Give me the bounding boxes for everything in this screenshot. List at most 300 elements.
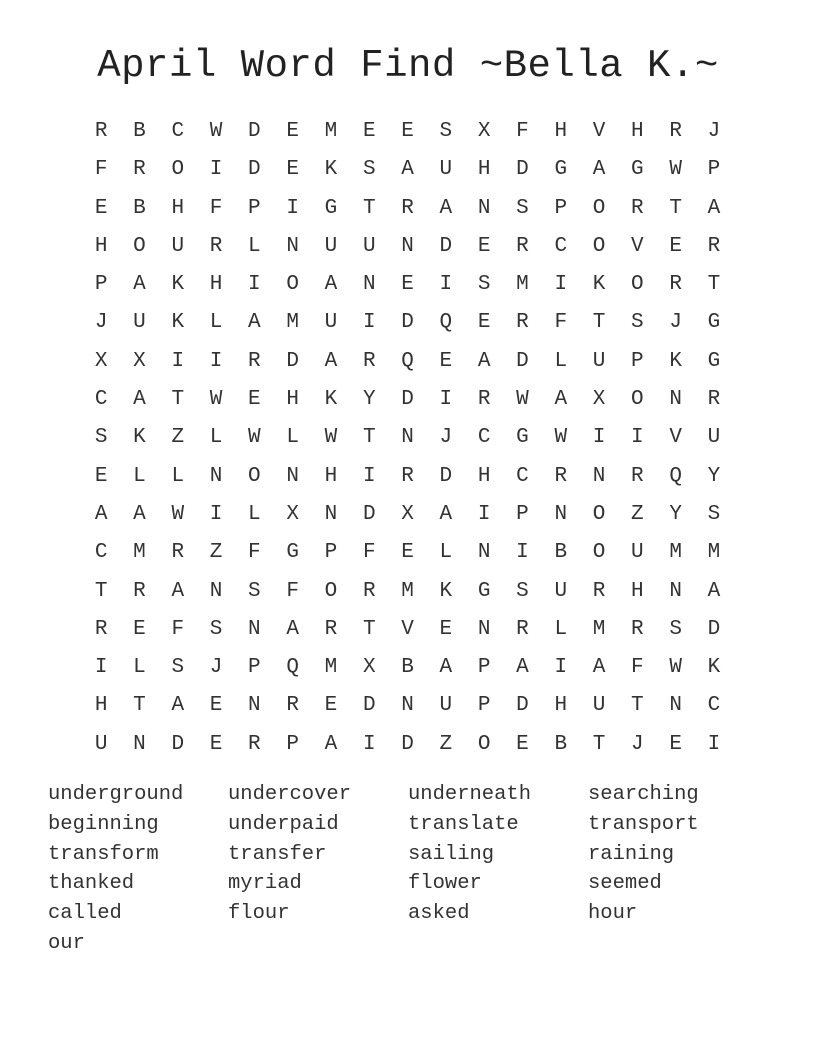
- grid-letter: I: [209, 349, 223, 373]
- word-list-item: transfer: [228, 842, 327, 866]
- grid-letter: H: [171, 196, 185, 220]
- word-list-item: hour: [588, 902, 638, 926]
- grid-letter: U: [631, 541, 644, 565]
- grid-letter: D: [362, 502, 376, 526]
- word-list-item: raining: [588, 842, 675, 866]
- word-list-item: asked: [408, 902, 470, 926]
- grid-letter: L: [209, 311, 223, 335]
- grid-letter: H: [477, 158, 491, 182]
- grid-letter: K: [439, 579, 453, 603]
- grid-letter: A: [171, 694, 185, 718]
- grid-letter: U: [324, 311, 338, 335]
- word-list: [48, 780, 768, 959]
- grid-letter: X: [286, 502, 299, 526]
- grid-letter: J: [707, 120, 721, 143]
- grid-letter: I: [362, 464, 376, 488]
- grid-letter: N: [477, 617, 491, 641]
- grid-letter: H: [631, 579, 644, 603]
- grid-row: [82, 304, 734, 342]
- grid-letter: J: [631, 732, 644, 756]
- grid-letter: G: [707, 311, 721, 335]
- grid-letter: E: [248, 388, 261, 412]
- grid-letter: N: [401, 426, 414, 450]
- grid-letter: T: [94, 579, 108, 603]
- word-list-item: transport: [588, 812, 699, 836]
- grid-letter: C: [477, 426, 491, 450]
- word-list-item: myriad: [228, 872, 302, 896]
- grid-row: [82, 458, 734, 496]
- grid-letter: I: [477, 502, 491, 526]
- grid-letter: U: [707, 426, 721, 450]
- grid-letter: N: [554, 502, 568, 526]
- grid-letter: D: [439, 234, 453, 258]
- grid-letter: H: [324, 464, 338, 488]
- grid-letter: Z: [171, 426, 185, 450]
- grid-letter: G: [516, 426, 529, 450]
- grid-letter: H: [554, 120, 568, 143]
- grid-row: [82, 573, 734, 611]
- grid-letter: M: [133, 541, 146, 565]
- grid-letter: Z: [631, 502, 644, 526]
- word-list-item: sailing: [408, 842, 495, 866]
- grid-letter: P: [554, 196, 568, 220]
- grid-letter: P: [516, 502, 529, 526]
- grid-letter: M: [401, 579, 414, 603]
- grid-letter: I: [209, 158, 223, 182]
- grid-letter: R: [554, 464, 568, 488]
- grid-letter: R: [477, 388, 491, 412]
- grid-letter: N: [209, 579, 223, 603]
- grid-letter: T: [707, 273, 721, 297]
- grid-letter: R: [669, 273, 682, 297]
- grid-row: [82, 266, 734, 304]
- grid-letter: A: [707, 579, 721, 603]
- word-list-item: called: [48, 902, 122, 926]
- grid-letter: W: [209, 120, 223, 143]
- grid-letter: C: [94, 388, 108, 412]
- grid-letter: S: [209, 617, 223, 641]
- grid-letter: R: [631, 464, 644, 488]
- grid-letter: E: [669, 234, 682, 258]
- grid-letter: S: [631, 311, 644, 335]
- grid-letter: G: [707, 349, 721, 373]
- grid-letter: R: [401, 464, 414, 488]
- grid-letter: S: [362, 158, 376, 182]
- grid-letter: Q: [401, 349, 414, 373]
- grid-letter: F: [94, 158, 108, 182]
- letter-grid: [82, 113, 734, 764]
- grid-letter: N: [362, 273, 376, 297]
- grid-letter: P: [248, 656, 261, 680]
- grid-letter: R: [362, 349, 376, 373]
- grid-letter: S: [477, 273, 491, 297]
- grid-letter: G: [477, 579, 491, 603]
- grid-letter: C: [516, 464, 529, 488]
- grid-letter: M: [286, 311, 299, 335]
- grid-row: [82, 343, 734, 381]
- grid-letter: W: [669, 656, 682, 680]
- grid-letter: K: [669, 349, 682, 373]
- grid-letter: A: [324, 349, 338, 373]
- grid-letter: R: [669, 120, 682, 143]
- grid-letter: F: [248, 541, 261, 565]
- grid-letter: H: [554, 694, 568, 718]
- grid-letter: A: [439, 656, 453, 680]
- grid-letter: L: [439, 541, 453, 565]
- grid-letter: V: [592, 120, 606, 143]
- grid-letter: I: [631, 426, 644, 450]
- word-list-item: underpaid: [228, 812, 339, 836]
- grid-letter: L: [286, 426, 299, 450]
- grid-letter: V: [401, 617, 414, 641]
- grid-letter: O: [592, 234, 606, 258]
- grid-row: [82, 534, 734, 572]
- grid-letter: P: [477, 656, 491, 680]
- grid-letter: D: [248, 120, 261, 143]
- grid-letter: I: [362, 732, 376, 756]
- grid-letter: X: [362, 656, 376, 680]
- grid-letter: X: [133, 349, 146, 373]
- grid-letter: O: [171, 158, 185, 182]
- grid-letter: O: [286, 273, 299, 297]
- grid-letter: E: [401, 273, 414, 297]
- grid-letter: X: [477, 120, 491, 143]
- grid-letter: F: [516, 120, 529, 143]
- grid-letter: N: [592, 464, 606, 488]
- grid-letter: H: [94, 694, 108, 718]
- grid-letter: C: [171, 120, 185, 143]
- grid-row: [82, 419, 734, 457]
- grid-letter: A: [516, 656, 529, 680]
- grid-letter: C: [554, 234, 568, 258]
- grid-letter: K: [324, 388, 338, 412]
- grid-letter: L: [248, 502, 261, 526]
- grid-letter: L: [133, 656, 146, 680]
- grid-letter: E: [401, 541, 414, 565]
- grid-letter: L: [171, 464, 185, 488]
- grid-letter: N: [669, 694, 682, 718]
- grid-letter: N: [248, 694, 261, 718]
- grid-letter: M: [324, 120, 338, 143]
- grid-letter: D: [516, 158, 529, 182]
- grid-row: [82, 190, 734, 228]
- grid-letter: R: [631, 617, 644, 641]
- grid-letter: A: [286, 617, 299, 641]
- grid-letter: A: [439, 196, 453, 220]
- grid-letter: J: [209, 656, 223, 680]
- grid-letter: K: [592, 273, 606, 297]
- grid-letter: N: [324, 502, 338, 526]
- grid-row: [82, 151, 734, 189]
- grid-letter: R: [362, 579, 376, 603]
- grid-letter: A: [592, 656, 606, 680]
- grid-letter: A: [171, 579, 185, 603]
- grid-letter: A: [248, 311, 261, 335]
- grid-letter: O: [592, 502, 606, 526]
- grid-letter: U: [94, 732, 108, 756]
- grid-letter: O: [631, 273, 644, 297]
- grid-letter: E: [477, 234, 491, 258]
- grid-letter: E: [439, 349, 453, 373]
- grid-letter: C: [707, 694, 721, 718]
- grid-letter: P: [707, 158, 721, 182]
- grid-letter: R: [516, 617, 529, 641]
- grid-letter: J: [669, 311, 682, 335]
- grid-letter: R: [324, 617, 338, 641]
- grid-letter: E: [669, 732, 682, 756]
- grid-letter: W: [248, 426, 261, 450]
- grid-letter: K: [324, 158, 338, 182]
- grid-letter: I: [362, 311, 376, 335]
- grid-letter: N: [401, 694, 414, 718]
- grid-letter: I: [439, 273, 453, 297]
- grid-letter: T: [171, 388, 185, 412]
- word-list-item: seemed: [588, 872, 662, 896]
- grid-letter: T: [133, 694, 146, 718]
- word-list-item: undercover: [228, 783, 352, 806]
- grid-letter: W: [209, 388, 223, 412]
- grid-letter: B: [133, 196, 146, 220]
- grid-letter: I: [209, 502, 223, 526]
- grid-letter: N: [286, 464, 299, 488]
- grid-letter: I: [592, 426, 606, 450]
- grid-letter: L: [133, 464, 146, 488]
- grid-letter: E: [516, 732, 529, 756]
- grid-letter: A: [592, 158, 606, 182]
- grid-letter: R: [516, 234, 529, 258]
- grid-letter: F: [554, 311, 568, 335]
- grid-letter: U: [362, 234, 376, 258]
- grid-letter: K: [133, 426, 146, 450]
- grid-letter: G: [324, 196, 338, 220]
- grid-letter: M: [516, 273, 529, 297]
- grid-row: [82, 113, 734, 151]
- grid-letter: O: [592, 541, 606, 565]
- page-title: April Word Find ~Bella K.~: [97, 44, 719, 88]
- grid-letter: N: [669, 579, 682, 603]
- grid-letter: B: [554, 732, 568, 756]
- grid-letter: E: [401, 120, 414, 143]
- grid-letter: I: [554, 656, 568, 680]
- grid-letter: R: [592, 579, 606, 603]
- grid-letter: O: [133, 234, 146, 258]
- grid-letter: W: [324, 426, 338, 450]
- grid-row: [82, 228, 734, 266]
- grid-letter: X: [592, 388, 606, 412]
- grid-letter: R: [286, 694, 299, 718]
- grid-letter: P: [477, 694, 491, 718]
- grid-letter: K: [171, 273, 185, 297]
- word-list-item: beginning: [48, 812, 159, 836]
- grid-letter: D: [516, 694, 529, 718]
- grid-letter: Q: [286, 656, 299, 680]
- grid-letter: R: [133, 158, 146, 182]
- grid-letter: T: [592, 311, 606, 335]
- grid-letter: T: [669, 196, 682, 220]
- grid-letter: R: [248, 349, 261, 373]
- grid-letter: U: [554, 579, 568, 603]
- grid-row: [82, 496, 734, 534]
- grid-letter: O: [592, 196, 606, 220]
- grid-letter: E: [362, 120, 376, 143]
- grid-letter: L: [554, 617, 568, 641]
- grid-letter: U: [171, 234, 185, 258]
- grid-letter: M: [324, 656, 338, 680]
- grid-letter: L: [554, 349, 568, 373]
- grid-letter: I: [554, 273, 568, 297]
- grid-letter: B: [133, 120, 146, 143]
- grid-letter: M: [592, 617, 606, 641]
- grid-letter: S: [707, 502, 721, 526]
- grid-letter: E: [94, 464, 108, 488]
- grid-letter: R: [248, 732, 261, 756]
- grid-letter: V: [631, 234, 644, 258]
- grid-letter: M: [707, 541, 721, 565]
- grid-letter: H: [286, 388, 299, 412]
- grid-letter: U: [439, 694, 453, 718]
- grid-letter: T: [592, 732, 606, 756]
- grid-letter: O: [477, 732, 491, 756]
- grid-letter: H: [477, 464, 491, 488]
- grid-letter: A: [133, 502, 146, 526]
- grid-letter: D: [401, 311, 414, 335]
- grid-letter: U: [592, 694, 606, 718]
- grid-row: [82, 611, 734, 649]
- grid-letter: R: [171, 541, 185, 565]
- grid-letter: R: [707, 388, 721, 412]
- grid-row: [82, 381, 734, 419]
- grid-letter: Z: [209, 541, 223, 565]
- grid-letter: A: [554, 388, 568, 412]
- grid-letter: B: [554, 541, 568, 565]
- grid-letter: T: [631, 694, 644, 718]
- grid-letter: X: [94, 349, 108, 373]
- grid-letter: Y: [707, 464, 721, 488]
- grid-letter: D: [362, 694, 376, 718]
- grid-letter: N: [401, 234, 414, 258]
- grid-letter: W: [669, 158, 682, 182]
- grid-letter: C: [94, 541, 108, 565]
- grid-letter: K: [707, 656, 721, 680]
- grid-letter: W: [171, 502, 185, 526]
- grid-letter: Q: [439, 311, 453, 335]
- grid-letter: Y: [362, 388, 376, 412]
- grid-letter: N: [209, 464, 223, 488]
- grid-letter: T: [362, 617, 376, 641]
- grid-letter: A: [94, 502, 108, 526]
- word-list-item: flour: [228, 902, 290, 926]
- grid-letter: R: [516, 311, 529, 335]
- grid-letter: A: [133, 273, 146, 297]
- grid-letter: S: [171, 656, 185, 680]
- grid-letter: G: [554, 158, 568, 182]
- grid-letter: R: [94, 120, 108, 143]
- grid-letter: K: [171, 311, 185, 335]
- grid-letter: I: [171, 349, 185, 373]
- grid-letter: V: [669, 426, 682, 450]
- grid-letter: R: [631, 196, 644, 220]
- grid-letter: D: [401, 732, 414, 756]
- grid-letter: F: [362, 541, 376, 565]
- grid-letter: B: [401, 656, 414, 680]
- grid-letter: P: [631, 349, 644, 373]
- grid-letter: H: [209, 273, 223, 297]
- grid-letter: P: [94, 273, 108, 297]
- word-list-item: transform: [48, 842, 159, 866]
- grid-letter: N: [133, 732, 146, 756]
- grid-letter: L: [248, 234, 261, 258]
- grid-letter: W: [554, 426, 568, 450]
- grid-letter: X: [401, 502, 414, 526]
- grid-letter: D: [248, 158, 261, 182]
- grid-letter: D: [286, 349, 299, 373]
- grid-letter: D: [707, 617, 721, 641]
- grid-letter: U: [324, 234, 338, 258]
- grid-letter: E: [439, 617, 453, 641]
- grid-row: [82, 687, 734, 725]
- grid-letter: R: [707, 234, 721, 258]
- grid-letter: N: [669, 388, 682, 412]
- grid-letter: N: [477, 541, 491, 565]
- grid-letter: M: [669, 541, 682, 565]
- grid-letter: F: [631, 656, 644, 680]
- grid-letter: D: [516, 349, 529, 373]
- grid-letter: H: [94, 234, 108, 258]
- grid-letter: H: [631, 120, 644, 143]
- grid-letter: E: [209, 694, 223, 718]
- grid-letter: N: [477, 196, 491, 220]
- grid-letter: I: [286, 196, 299, 220]
- grid-letter: U: [133, 311, 146, 335]
- grid-letter: A: [707, 196, 721, 220]
- word-list-item: searching: [588, 783, 699, 806]
- grid-letter: I: [516, 541, 529, 565]
- grid-letter: R: [209, 234, 223, 258]
- grid-letter: G: [631, 158, 644, 182]
- grid-letter: L: [209, 426, 223, 450]
- grid-letter: F: [209, 196, 223, 220]
- grid-letter: J: [439, 426, 453, 450]
- grid-row: [82, 649, 734, 687]
- grid-letter: I: [707, 732, 721, 756]
- grid-letter: S: [516, 579, 529, 603]
- grid-letter: Z: [439, 732, 453, 756]
- grid-letter: S: [248, 579, 261, 603]
- grid-letter: O: [631, 388, 644, 412]
- grid-letter: D: [401, 388, 414, 412]
- grid-letter: E: [133, 617, 146, 641]
- grid-letter: T: [362, 426, 376, 450]
- word-list-item: flower: [408, 872, 482, 896]
- grid-letter: R: [94, 617, 108, 641]
- grid-letter: Y: [669, 502, 682, 526]
- grid-letter: E: [209, 732, 223, 756]
- grid-letter: P: [324, 541, 338, 565]
- grid-letter: P: [248, 196, 261, 220]
- grid-letter: I: [94, 656, 108, 680]
- grid-letter: Q: [669, 464, 682, 488]
- grid-letter: F: [171, 617, 185, 641]
- grid-letter: E: [477, 311, 491, 335]
- grid-letter: E: [324, 694, 338, 718]
- grid-letter: S: [94, 426, 108, 450]
- grid-letter: I: [439, 388, 453, 412]
- grid-letter: N: [248, 617, 261, 641]
- grid-letter: A: [324, 732, 338, 756]
- grid-letter: U: [439, 158, 453, 182]
- grid-letter: A: [133, 388, 146, 412]
- word-list-item: thanked: [48, 872, 135, 896]
